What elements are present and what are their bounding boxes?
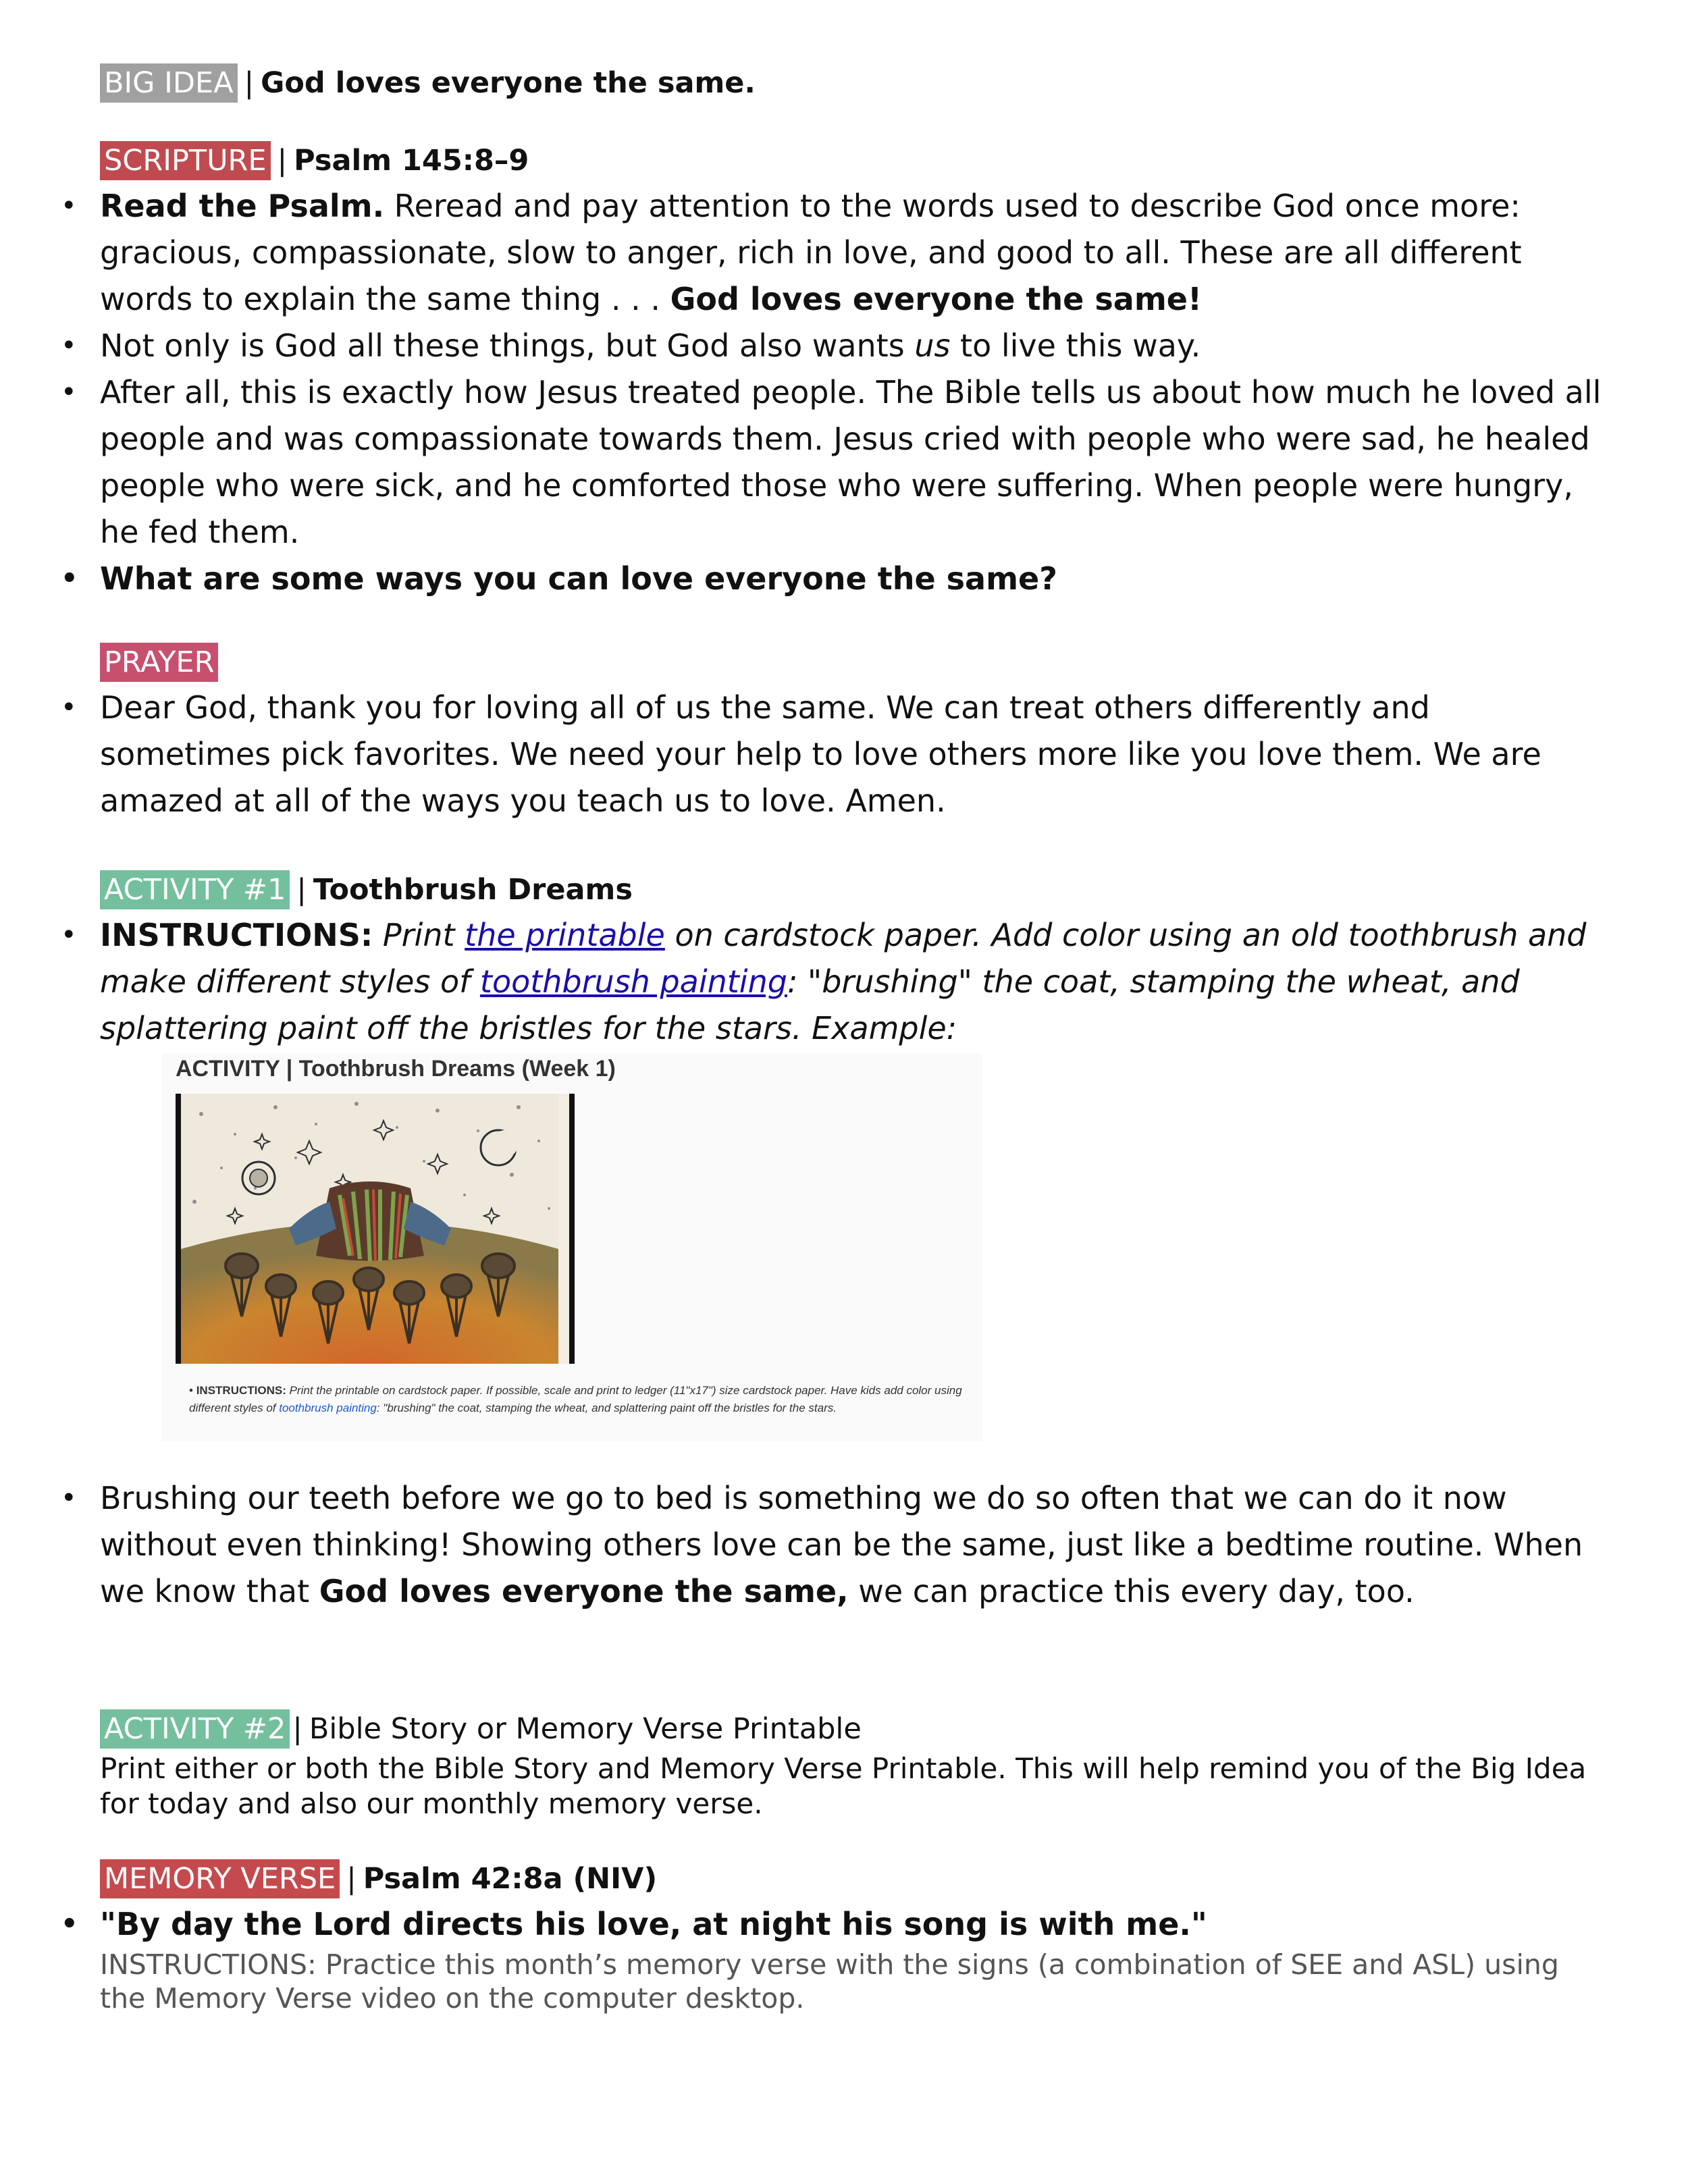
bullet-text: Brushing our teeth before we go to bed is something we do so often that we can do it now without even thinking! Showing others love can be the same, just like a bedtime routine. When we know that: [100, 1480, 1583, 1609]
activity1-list-continued: [0, 1475, 1606, 1615]
memory-verse-heading: [100, 1857, 1606, 1901]
memory-verse-reference: Psalm 42:8a (NIV): [363, 1862, 658, 1896]
scripture-heading: [100, 138, 1606, 183]
instructions-text: Print: [373, 917, 465, 953]
big-idea-heading: [100, 61, 1606, 105]
separator: |: [277, 144, 288, 178]
activity2-text: Print either or both the Bible Story and Memory Verse Printable. This will help remind you of the Big Idea for today and also our monthly memory verse.: [100, 1752, 1587, 1820]
activity2-title: Bible Story or Memory Verse Printable: [309, 1712, 862, 1746]
prayer-list: [0, 685, 1606, 824]
activity1-title: Toothbrush Dreams: [313, 873, 633, 907]
list-item: [0, 1475, 1606, 1615]
bullet-emphasis: us: [914, 327, 951, 364]
bullet-bold-lead: Read the Psalm.: [100, 188, 385, 224]
scripture-tag: SCRIPTURE: [100, 141, 271, 180]
prayer-section: [100, 640, 1606, 824]
bullet-text: Reread and pay attention to the words used to describe God once more: gracious, compassionate, slow to anger, rich in love, and good to all. These are all different words to explain the same thing . . .: [100, 188, 1522, 317]
bullet-text: Not only is God all these things, but God also wants: [100, 327, 915, 364]
scripture-list: [0, 183, 1606, 602]
memory-verse-section: [100, 1857, 1606, 2015]
separator: |: [292, 1712, 302, 1746]
big-idea-tag: BIG IDEA: [100, 63, 238, 103]
list-item: [0, 183, 1606, 323]
caption-text: Print the printable on cardstock paper. If possible, scale and print to ledger (11"x17") size cardstock paper. Have kids add color using different styles of: [189, 1384, 962, 1414]
big-idea-title: God loves everyone the same.: [261, 66, 756, 100]
example-screenshot: [162, 1053, 982, 1441]
painting-artwork: [181, 1094, 558, 1364]
instructions-text: : "brushing" the coat, stamping the wheat, and splattering paint off the bristles for the stars. Example:: [100, 963, 1520, 1046]
scripture-section: [100, 138, 1606, 602]
activity1-continued: [100, 1475, 1606, 1615]
list-item: [0, 323, 1606, 369]
memory-verse-list: [0, 1901, 1606, 1948]
activity2-section: [100, 1707, 1606, 1821]
activity2-heading: [100, 1707, 1606, 1751]
bullet-text: we can practice this every day, too.: [848, 1573, 1415, 1609]
scripture-reference: Psalm 145:8–9: [294, 144, 529, 178]
caption-link: toothbrush painting: [279, 1402, 377, 1414]
activity1-heading: [100, 868, 1606, 912]
instructions-label: INSTRUCTIONS:: [100, 917, 373, 953]
toothbrush-painting-link[interactable]: toothbrush painting: [479, 963, 787, 1000]
example-screenshot-caption: • INSTRUCTIONS: Print the printable on cardstock paper. If possible, scale and print to ledger (11"x17") size cardstock paper. Have kids add color using different styles of toothbrush painting: "brushing" the coat, stamping the wheat, and splattering paint off the bristles for the stars.: [189, 1384, 962, 1414]
list-item: • After all, this is exactly how Jesus treated people. The Bible tells us about how much he loved all people and was compassionate towards them. Jesus cried with people who were sad, he healed people who were sick, and he comforted those who were suffering. When people were hungry, he fed them.: [0, 369, 1606, 556]
activity1-list: [0, 912, 1606, 1052]
memory-verse-text: • "By day the Lord directs his love, at night his song is with me.": [0, 1901, 1606, 1948]
printable-link[interactable]: the printable: [465, 917, 665, 953]
activity1-tag: ACTIVITY #1: [100, 870, 290, 909]
caption-label: INSTRUCTIONS:: [196, 1384, 286, 1397]
bullet-text: to live this way.: [950, 327, 1201, 364]
instructions-text: on cardstock paper. Add color using an old toothbrush and make different styles of: [100, 917, 1587, 1000]
activity2-tag: ACTIVITY #2: [100, 1709, 290, 1749]
activity1-section: [100, 868, 1606, 1052]
memory-verse-tag: MEMORY VERSE: [100, 1859, 340, 1898]
bullet-bold-end: God loves everyone the same!: [670, 281, 1202, 317]
separator: |: [244, 66, 255, 100]
caption-text: : "brushing" the coat, stamping the wheat, and splattering paint off the bristles for the stars.: [376, 1402, 837, 1414]
example-screenshot-title: ACTIVITY | Toothbrush Dreams (Week 1): [176, 1056, 616, 1082]
list-item: • Dear God, thank you for loving all of us the same. We can treat others differently and sometimes pick favorites. We need your help to love others more like you love them. We are amazed at all of the ways you teach us to love. Amen.: [0, 685, 1606, 824]
bullet-bold: God loves everyone the same,: [319, 1573, 849, 1609]
toothbrush-painting-image: [176, 1094, 575, 1364]
memory-verse-instructions: INSTRUCTIONS: Practice this month’s memory verse with the signs (a combination of SEE and ASL) using the Memory Verse video on the computer desktop.: [100, 1948, 1559, 2015]
separator: |: [346, 1862, 357, 1896]
prayer-heading: [100, 640, 1606, 685]
separator: |: [296, 873, 307, 907]
list-item: [0, 912, 1606, 1052]
list-item: • What are some ways you can love everyone the same?: [0, 556, 1606, 602]
prayer-tag: PRAYER: [100, 643, 218, 682]
